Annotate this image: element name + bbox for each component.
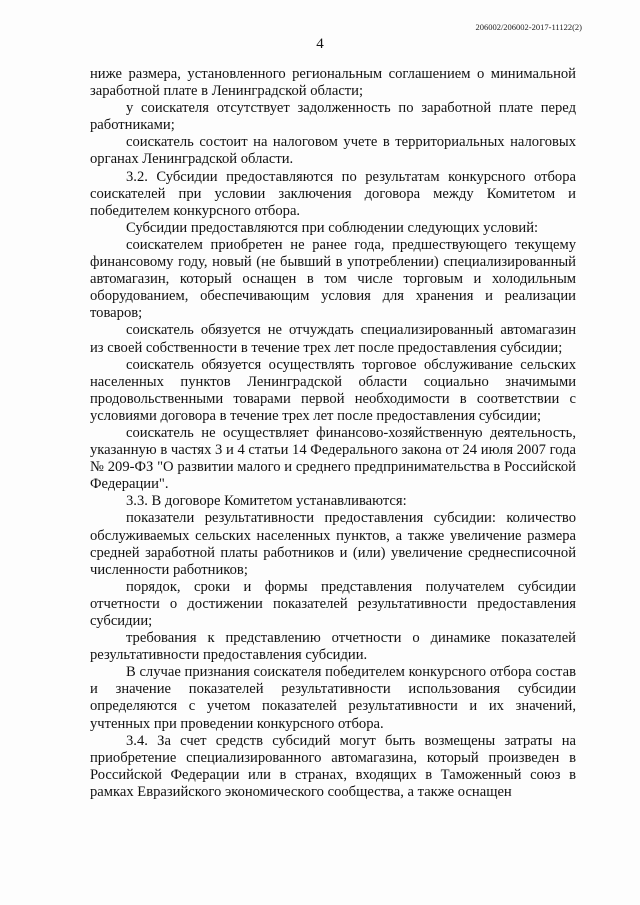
- document-body: [90, 66, 576, 801]
- paragraph: соискателем приобретен не ранее года, предшествующего текущему финансовому году, новый (не бывший в употреблении) специализированный автомагазин, который оснащен в том числе торговым и холодильным оборудованием, обеспечивающим условия для хранения и реализации товаров;: [90, 236, 576, 322]
- paragraph: В случае признания соискателя победителем конкурсного отбора состав и значение показателей результативности использования субсидии определяются с учетом показателей результативности и их значений, учтенных при проведении конкурсного отбора.: [90, 664, 576, 732]
- paragraph: 3.2. Субсидии предоставляются по результатам конкурсного отбора соискателей при условии заключения договора между Комитетом и победителем конкурсного отбора.: [90, 168, 576, 219]
- paragraph: ниже размера, установленного региональным соглашением о минимальной заработной плате в Ленинградской области;: [90, 66, 576, 100]
- paragraph: соискатель обязуется осуществлять торговое обслуживание сельских населенных пунктов Ленинградской области социально значимыми продовольственными товарами первой необходимости в соответствии с условиями договора в течение трех лет после предоставления субсидии;: [90, 356, 576, 424]
- paragraph: у соискателя отсутствует задолженность по заработной плате перед работниками;: [90, 100, 576, 134]
- paragraph: порядок, сроки и формы представления получателем субсидии отчетности о достижении показателей результативности предоставления субсидии;: [90, 578, 576, 629]
- paragraph: Субсидии предоставляются при соблюдении следующих условий:: [126, 219, 539, 236]
- paragraph: соискатель не осуществляет финансово-хозяйственную деятельность, указанную в частях 3 и 4 статьи 14 Федерального закона от 24 июля 2007 года № 209-ФЗ "О развитии малого и среднего предпринимательства в Российской Федерации".: [90, 424, 576, 493]
- paragraph: 3.3. В договоре Комитетом устанавливаются:: [126, 493, 407, 510]
- page-number: 4: [316, 36, 324, 52]
- paragraph: требования к представлению отчетности о динамике показателей результативности предоставления субсидии.: [90, 630, 576, 664]
- paragraph: соискатель состоит на налоговом учете в территориальных налоговых органах Ленинградской области.: [90, 134, 576, 168]
- paragraph: соискатель обязуется не отчуждать специализированный автомагазин из своей собственности в течение трех лет после предоставления субсидии;: [90, 322, 576, 356]
- document-id: 206002/206002-2017-11122(2): [475, 22, 582, 32]
- paragraph: 3.4. За счет средств субсидий могут быть возмещены затраты на приобретение специализированного автомагазина, который произведен в Российской Федерации или в странах, входящих в Таможенный союз в рамках Евразийского экономического сообщества, а также оснащен: [90, 732, 576, 800]
- paragraph: показатели результативности предоставления субсидии: количество обслуживаемых сельских населенных пунктов, а также увеличение размера средней заработной платы работников и (или) увеличение среднесписочной численности работников;: [90, 510, 576, 578]
